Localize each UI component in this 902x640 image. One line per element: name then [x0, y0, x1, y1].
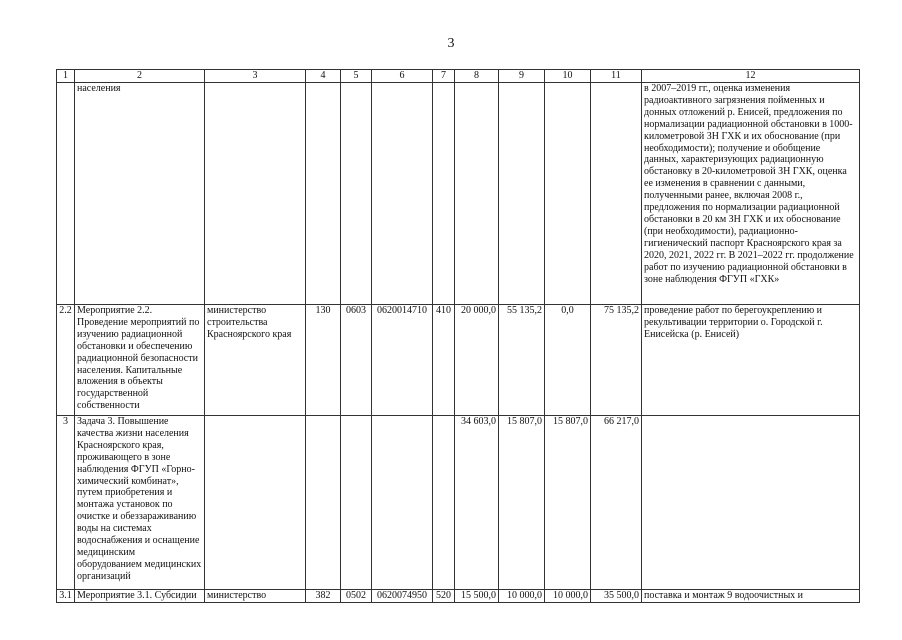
amount-year-1: 15 500,0 — [455, 590, 499, 603]
code-csr: 0620074950 — [372, 590, 433, 603]
code-grbs — [306, 83, 341, 305]
table-row — [57, 416, 860, 590]
measure-name: населения — [75, 83, 205, 305]
header-cell: 2 — [75, 70, 205, 83]
table-row — [57, 83, 860, 305]
amount-year-1: 34 603,0 — [455, 416, 499, 590]
row-number: 2.2 — [57, 305, 75, 416]
code-rzpr — [341, 416, 372, 590]
header-cell: 10 — [545, 70, 591, 83]
row-number: 3.1 — [57, 590, 75, 603]
responsible-body: министерство строительства Красноярского края — [205, 305, 306, 416]
expected-result — [642, 416, 860, 590]
amount-year-2: 15 807,0 — [499, 416, 545, 590]
header-cell: 9 — [499, 70, 545, 83]
code-vr — [433, 416, 455, 590]
code-vr: 410 — [433, 305, 455, 416]
header-cell: 6 — [372, 70, 433, 83]
task-name: Задача 3. Повышение качества жизни населения Красноярского края, проживающего в зоне наблюдения ФГУП «Горно-химический комбинат», путем приобретения и монтажа установок по очистке и обеззараживанию воды на системах водоснабжения и оснащение медицинским оборудованием медицинских организаций — [75, 416, 205, 590]
amount-year-2: 10 000,0 — [499, 590, 545, 603]
amount-total: 66 217,0 — [591, 416, 642, 590]
code-vr — [433, 83, 455, 305]
header-cell: 12 — [642, 70, 860, 83]
amount-total — [591, 83, 642, 305]
amount-year-1 — [455, 83, 499, 305]
responsible-body — [205, 83, 306, 305]
code-rzpr — [341, 83, 372, 305]
amount-year-3: 10 000,0 — [545, 590, 591, 603]
row-number — [57, 83, 75, 305]
amount-total: 35 500,0 — [591, 590, 642, 603]
expected-result: в 2007–2019 гг., оценка изменения радиоактивного загрязнения пойменных и донных отложений р. Енисей, предложения по нормализации радиационной обстановки в 1000-километровой ЗН ГХК и их обоснование (при необходимости); получение и обобщение данных, характеризующих радиационную обстановку в 20-километровой ЗН ГХК, оценка ее изменения в сравнении с данными, полученными ранее, включая 2008 г., предложения по нормализации радиационной обстановки в 20 км ЗН ГХК и их обоснование (при необходимости), радиационно-гигиенический паспорт Красноярского края за 2020, 2021, 2022 гг. В 2021–2022 гг. продолжение работ по изучению радиационной обстановки в зоне наблюдения ФГУП «ГХК» — [642, 83, 860, 305]
table-header-row — [57, 70, 860, 83]
program-table — [56, 69, 860, 603]
table-row — [57, 590, 860, 603]
code-grbs: 382 — [306, 590, 341, 603]
measure-name: Мероприятие 3.1. Субсидии — [75, 590, 205, 603]
responsible-body: министерство — [205, 590, 306, 603]
amount-total: 75 135,2 — [591, 305, 642, 416]
measure-name: Мероприятие 2.2. Проведение мероприятий по изучению радиационной обстановки и обеспечению радиационной безопасности населения. Капитальные вложения в объекты государственной собственности — [75, 305, 205, 416]
code-rzpr: 0603 — [341, 305, 372, 416]
amount-year-3: 0,0 — [545, 305, 591, 416]
code-csr — [372, 416, 433, 590]
code-csr: 0620014710 — [372, 305, 433, 416]
header-cell: 5 — [341, 70, 372, 83]
expected-result: поставка и монтаж 9 водоочистных и — [642, 590, 860, 603]
table-row — [57, 305, 860, 416]
code-rzpr: 0502 — [341, 590, 372, 603]
row-number: 3 — [57, 416, 75, 590]
header-cell: 11 — [591, 70, 642, 83]
amount-year-3 — [545, 83, 591, 305]
amount-year-3: 15 807,0 — [545, 416, 591, 590]
header-cell: 4 — [306, 70, 341, 83]
amount-year-1: 20 000,0 — [455, 305, 499, 416]
page-number: 3 — [447, 36, 455, 51]
amount-year-2 — [499, 83, 545, 305]
code-csr — [372, 83, 433, 305]
amount-year-2: 55 135,2 — [499, 305, 545, 416]
code-grbs — [306, 416, 341, 590]
code-grbs: 130 — [306, 305, 341, 416]
header-cell: 7 — [433, 70, 455, 83]
expected-result: проведение работ по берегоукреплению и рекультивации территории о. Городской г. Енисейска (р. Енисей) — [642, 305, 860, 416]
responsible-body — [205, 416, 306, 590]
code-vr: 520 — [433, 590, 455, 603]
header-cell: 1 — [57, 70, 75, 83]
header-cell: 3 — [205, 70, 306, 83]
header-cell: 8 — [455, 70, 499, 83]
